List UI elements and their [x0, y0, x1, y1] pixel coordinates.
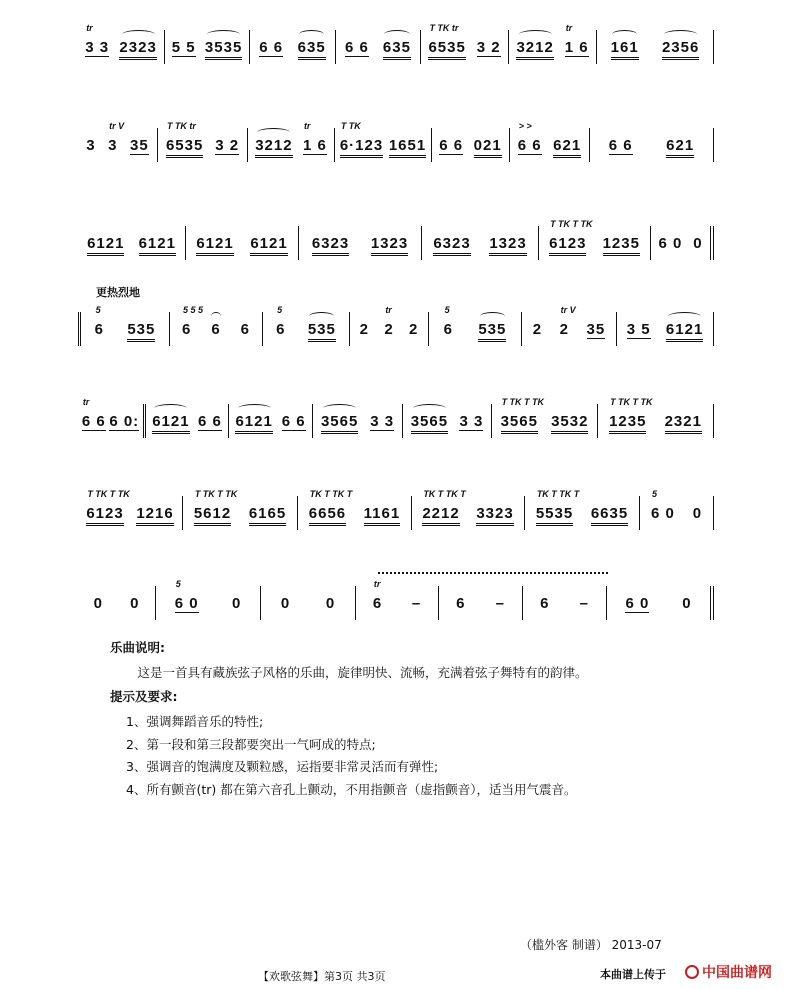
measure [298, 488, 412, 530]
author-credit: （槛外客 制谱） 2013-07 [520, 938, 662, 952]
measure [492, 396, 598, 438]
score-row-3 [78, 196, 714, 286]
note: 5 6 0 [174, 578, 199, 612]
articulation-mark: T TK T TK [610, 396, 653, 407]
note-group: 1216 [135, 505, 174, 522]
measure [156, 578, 261, 620]
note-group: TK T TK T 6656 [308, 505, 347, 522]
measure [617, 312, 714, 346]
note-group: 3212 [515, 39, 554, 56]
grace-note: 5 5 5 [182, 304, 204, 315]
tips-list [110, 712, 750, 801]
trill-mark: tr [373, 578, 381, 589]
note: 2 [359, 320, 369, 338]
measure [523, 586, 607, 620]
staff-line [78, 304, 714, 346]
staff-line [78, 120, 714, 162]
measure [539, 218, 651, 260]
note: tr 6 [372, 578, 383, 612]
slur [413, 404, 446, 413]
score-row-6 [78, 466, 714, 556]
note-group: 6121 [195, 235, 234, 252]
tip-item: 2、第一段和第三段都要突出一气呵成的特点; [126, 736, 376, 752]
page-footer: 【欢歌弦舞】第3页 共3页 [258, 970, 386, 983]
note: – [495, 594, 505, 612]
note-group: 6121 [234, 413, 273, 430]
measure [403, 404, 492, 438]
measure [78, 488, 183, 530]
measure [510, 120, 590, 162]
staff-line [78, 578, 714, 620]
note-group: 6121 [138, 235, 177, 252]
note: 5 6 [443, 304, 453, 338]
note-group: 6 0: [109, 412, 140, 430]
note-group: 2356 [661, 39, 700, 56]
note: 3 [86, 136, 96, 154]
note: tr V 2 [559, 304, 576, 338]
score-row-1 [78, 0, 714, 90]
measure [651, 226, 714, 260]
measure [170, 304, 263, 346]
note-group: tr 3 3 [85, 22, 110, 56]
measure [336, 30, 421, 64]
measure [356, 578, 439, 620]
articulation-mark: T TK T TK [194, 488, 238, 499]
slur [299, 30, 324, 39]
note-group: 6 6 [197, 412, 222, 430]
measure [432, 128, 510, 162]
measure [422, 226, 539, 260]
note-group: 3 2 [476, 38, 501, 56]
articulation-mark: T TK T TK [87, 488, 130, 499]
measure [429, 304, 522, 346]
measure [590, 128, 714, 162]
slur [519, 30, 552, 39]
note-group: 1235 [602, 235, 641, 252]
notes-description: 这是一首具有藏族弦子风格的乐曲，旋律明快、流畅，充满着弦子舞特有的韵律。 [137, 664, 588, 680]
staff-line [78, 22, 714, 64]
note-group: 6323 [432, 235, 471, 252]
note: 0 [93, 594, 103, 612]
note-group: > > 6 6 [517, 120, 542, 154]
trill-mark: tr V [560, 304, 576, 315]
measure [412, 488, 525, 530]
note-group: 3212 [254, 137, 293, 154]
note-group: 2321 [664, 413, 703, 430]
grace-note: 5 [175, 578, 181, 589]
score-row-5 [78, 374, 714, 464]
note-group: T TK tr 6535 [427, 39, 466, 56]
slur [211, 312, 221, 321]
note-group: T TK 6·123 [339, 137, 384, 154]
tips-heading: 提示及要求: [110, 689, 178, 705]
note-group: 621 [552, 137, 582, 154]
staff-line [78, 396, 714, 438]
articulation-mark: T TK tr [429, 22, 459, 33]
grace-note: 5 [95, 304, 101, 315]
note-group: 3532 [550, 413, 589, 430]
measure [78, 396, 146, 438]
grace-note: 5 [651, 488, 657, 499]
note-group: T TK T TK 6123 [548, 235, 587, 252]
note-group: T TK T TK 1235 [608, 413, 647, 430]
note: 6 [210, 321, 221, 338]
note-group: 1323 [488, 235, 527, 252]
measure [78, 120, 158, 162]
note-group: T TK T TK 3565 [500, 413, 539, 430]
note-group: 6 6 [281, 412, 306, 430]
slur [664, 30, 697, 39]
logo-emblem-icon [685, 965, 699, 979]
site-logo-text: 中国曲谱网 [702, 965, 772, 981]
articulation-mark: T TK tr [166, 120, 196, 131]
slur [668, 312, 701, 321]
tip-item: 4、所有颤音(tr) 都在第六音孔上颤动，不用指颤音（虚指颤音），适当用气震音。 [126, 781, 577, 797]
notes-heading: 乐曲说明: [110, 640, 165, 655]
trill-mark: tr [385, 304, 392, 315]
measure [78, 304, 170, 346]
note: 5 6 0 [650, 488, 675, 522]
note-group: 535 [307, 321, 337, 338]
tip-item: 3、强调音的饱满度及颗粒感，运指要非常灵活而有弹性; [126, 759, 439, 775]
note-group: 35 [586, 320, 606, 338]
note-group: 6165 [248, 505, 287, 522]
measure [263, 304, 350, 346]
note-group: 535 [126, 321, 156, 338]
note-group: 021 [473, 137, 503, 154]
measure [299, 226, 422, 260]
note-group: 6121 [151, 413, 190, 430]
measure [350, 304, 429, 346]
trill-mark: tr [303, 120, 311, 131]
site-logo[interactable] [685, 962, 772, 982]
staff-line [78, 218, 714, 260]
note: 0 [231, 594, 242, 612]
measure [146, 404, 229, 438]
measure [313, 404, 403, 438]
note-group: 535 [477, 321, 507, 338]
trill-mark: tr [565, 22, 573, 33]
note: 0 [693, 234, 703, 252]
grace-note: 5 [277, 304, 283, 315]
note-group: tr 6 6 [81, 396, 106, 430]
articulation-mark: T TK T TK [501, 396, 545, 407]
note-group: 6 6 [345, 38, 369, 56]
staff-line [78, 488, 714, 530]
note: 2 [532, 320, 543, 338]
grace-note: 5 [444, 304, 450, 315]
note-group: T TK T TK 6123 [85, 505, 124, 522]
measure [421, 22, 509, 64]
measure [78, 586, 156, 620]
note: – [411, 594, 422, 612]
score-row-2 [78, 98, 714, 188]
note-group: 161 [610, 39, 640, 56]
slur [154, 404, 187, 413]
slur [384, 30, 409, 39]
note-group: 1161 [363, 505, 402, 522]
note-group: 635 [382, 39, 412, 56]
slur [612, 30, 637, 39]
measure [229, 404, 313, 438]
trill-wave [378, 568, 608, 576]
articulation-mark: TK T TK T [309, 488, 353, 499]
note: tr 2 [384, 304, 394, 338]
note-group: 6121 [249, 235, 288, 252]
note-group: T TK T TK 5612 [193, 505, 232, 522]
note-group: 1651 [388, 137, 427, 154]
note-group: 6 6 [259, 38, 284, 56]
note-group: 3565 [410, 413, 449, 430]
measure [522, 304, 617, 346]
note-group: 3 5 [626, 320, 651, 338]
measure [165, 30, 250, 64]
note: 5 6 [94, 304, 104, 338]
note: 6 [456, 594, 466, 612]
measure [509, 22, 597, 64]
note-group: 3535 [204, 39, 243, 56]
note-group: 2323 [118, 39, 157, 56]
note: – [579, 594, 589, 612]
note: 0 [692, 504, 703, 522]
trill-mark: tr V [109, 120, 125, 131]
articulation-mark: T TK [340, 120, 361, 131]
note-group: 6 6 [439, 136, 464, 154]
note: 2 [408, 320, 419, 338]
measure [640, 488, 714, 530]
measure [183, 488, 298, 530]
note-group: 6121 [86, 235, 125, 252]
score-row-4 [78, 282, 714, 372]
piece-notes [110, 638, 750, 802]
measure [598, 396, 714, 438]
articulation-mark: TK T TK T [423, 488, 466, 499]
note: 5 5 5 6 [181, 304, 204, 338]
measure [525, 488, 640, 530]
slur [309, 312, 334, 321]
note: 0 [682, 594, 692, 612]
slur [323, 404, 356, 413]
measure [597, 30, 714, 64]
note: 0 [325, 594, 336, 612]
note-group: 3323 [475, 505, 514, 522]
note-group: 5 5 [171, 38, 196, 56]
note: tr V 3 [108, 120, 125, 154]
accent-mark: > > [518, 120, 532, 131]
note: 5 6 [276, 304, 286, 338]
upload-text: 本曲谱上传于 [600, 968, 666, 981]
measure [607, 586, 714, 620]
note: 6 [240, 320, 250, 338]
articulation-mark: T TK T TK [550, 218, 593, 229]
measure [78, 22, 165, 64]
note-group: tr 1 6 [302, 120, 327, 154]
score-row-7 [78, 556, 714, 646]
note-group: 3 3 [459, 412, 484, 430]
note: 0 [280, 594, 291, 612]
note-group: 3565 [320, 413, 359, 430]
note-group: TK T TK T 5535 [535, 505, 574, 522]
note: 6 [540, 594, 550, 612]
note-group: 6635 [590, 505, 629, 522]
trill-mark: tr [82, 396, 90, 407]
note-group: tr 1 6 [564, 22, 589, 56]
note-group: 3 2 [215, 136, 240, 154]
measure [248, 120, 335, 162]
slur [207, 30, 240, 39]
measure [158, 120, 248, 162]
slur [257, 128, 290, 137]
note-group: 6 6 [608, 136, 633, 154]
measure [250, 30, 336, 64]
note-group: 621 [665, 137, 695, 154]
measure [439, 586, 523, 620]
slur [122, 30, 155, 39]
slur [238, 404, 271, 413]
note-group: 6121 [665, 321, 704, 338]
measure [186, 226, 299, 260]
note-group: 6323 [311, 235, 350, 252]
measure [261, 586, 356, 620]
note-group: 3 3 [370, 412, 395, 430]
tip-item: 1、强调舞蹈音乐的特性; [126, 713, 264, 729]
slur [480, 312, 505, 321]
note-group: 635 [297, 39, 327, 56]
note-group: T TK tr 6535 [165, 137, 204, 154]
note-group: 1323 [370, 235, 409, 252]
note-group: TK T TK T 2212 [421, 505, 460, 522]
note: 0 [130, 594, 140, 612]
note-group: 6 0 [658, 234, 683, 252]
tempo-marking: 更热烈地 [96, 286, 140, 299]
measure [78, 226, 186, 260]
note: 6 0 [625, 594, 650, 612]
measure [335, 120, 432, 162]
trill-mark: tr [86, 22, 93, 33]
note-group: 35 [130, 136, 149, 154]
articulation-mark: TK T TK T [536, 488, 580, 499]
